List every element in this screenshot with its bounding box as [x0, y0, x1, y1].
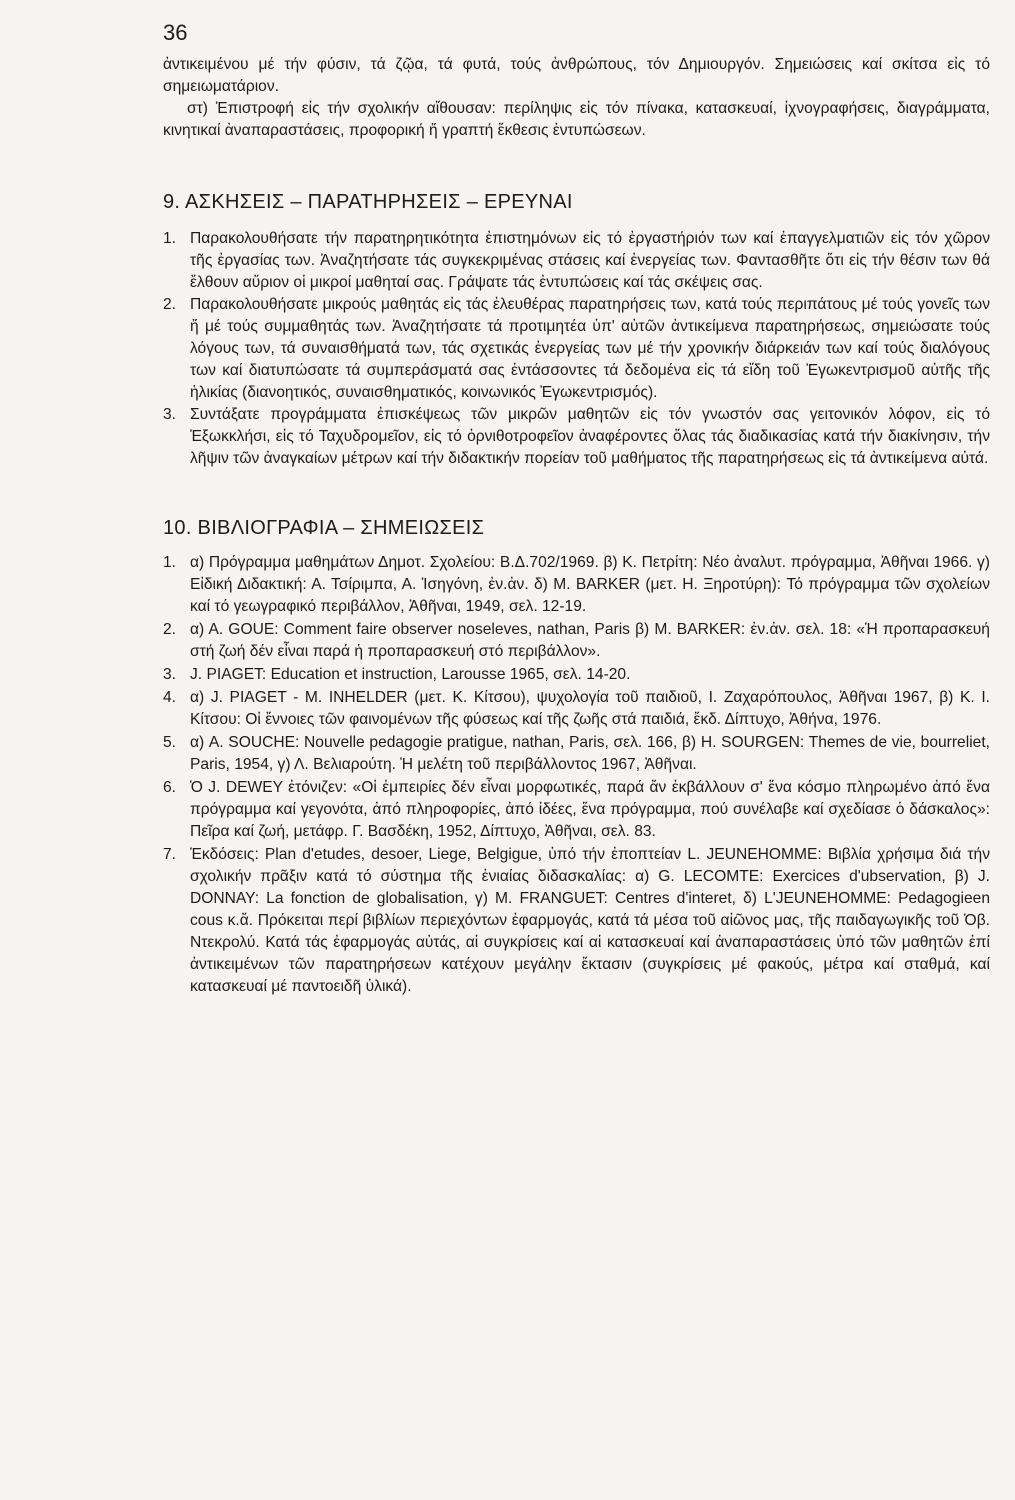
- intro-paragraph-return: στ) Ἐπιστροφή εἰς τήν σχολικήν αἴθουσαν: περίληψις εἰς τόν πίνακα, κατασκευαί, ἰχνογραφήσεις, διαγράμματα, κινητικαί ἀναπαραστάσεις, προφορική ἤ γραπτή ἔκθεσις ἐντυπώσεων.: [163, 100, 990, 139]
- bibliography-text: Ὁ J. DEWEY ἐτόνιζεν: «Οἱ ἐμπειρίες δέν εἶναι μορφωτικές, παρά ἄν ἐκβάλλουν σ' ἕνα κόσμο πληρωμένο ἀπό ἕνα πρόγραμμα καί γεγονότα, ἀπό πληροφορίες, ἀπό ἰδέες, ἕνα πρόγραμμα, πού συνέλαβε καί σχεδίασε ὁ δάσκαλος»: Πεῖρα καί ζωή, μετάφρ. Γ. Βασδέκη, 1952, Δίπτυχο, Ἀθῆναι, σελ. 83.: [190, 779, 990, 840]
- bibliography-number: 5.: [163, 734, 177, 751]
- bibliography-number: 1.: [163, 554, 177, 571]
- page-content: [163, 54, 990, 999]
- bibliography-text: Ἐκδόσεις: Plan d'etudes, desoer, Liege, Belgigue, ὑπό τήν ἐποπτείαν L. JEUNEHOMME: Βιβλία χρήσιμα διά τήν σχολικήν πρᾶξιν κατά τό σύστημα τῆς ἑνιαίας διδασκαλίας: α) G. LECOMTE: Exercices d'ubservation, β) J. DONNAY: La fonction de globalisation, γ) M. FRANGUET: Centres d'interet, δ) L'JEUNEHOMME: Pedagogieen cous κ.ἄ. Πρόκειται περί βιβλίων περιεχόντων ἐφαρμογάς, κατά τά μέσα τοῦ αἰῶνος μας, τῆς παιδαγωγικῆς τοῦ Ὀβ. Ντεκρολύ. Κατά τάς ἐφαρμογάς αὐτάς, αἱ συγκρίσεις καί αἱ κατασκευαί καί ἀναπαραστάσεις ὑπό τῶν μαθητῶν ἐπί ἀντικειμένων τῶν παρατηρήσεων κατέχουν μεγάλην ἔκτασιν (συγκρίσεις μέ φακούς, μέτρα καί σταθμά, καί κατασκευαί μέ παντοειδῆ ὑλικά).: [190, 846, 990, 995]
- exercise-text: Παρακολουθήσατε μικρούς μαθητάς εἰς τάς ἐλευθέρας παρατηρήσεις των, κατά τούς περιπάτους μέ τούς γονεῖς των ἤ μέ τούς συμμαθητάς των. Ἀναζητήσατε τά προτιμητέα ὑπ' αὐτῶν ἀντικείμενα παρατηρήσεως, σημειώσατε τούς λόγους των, τά συναισθήματά των, τάς σχετικάς ἐνεργείας των μέ τήν χρονικήν διάρκειάν των καί τούς διαλόγους των καί διατυπώσατε τά συμπεράσματά σας ἐντάσσοντες τά δεδομένα εἰς τά εἴδη τοῦ Ἐγωκεντρισμοῦ αὐτῆς τῆς ἡλικίας (διανοητικός, συναισθηματικός, κοινωνικός Ἐγωκεντρισμός).: [190, 296, 990, 401]
- intro-paragraph: ἀντικειμένου μέ τήν φύσιν, τά ζῷα, τά φυτά, τούς ἀνθρώπους, τόν Δημιουργόν. Σημειώσεις καί σκίτσα εἰς τό σημειωματάριον.: [163, 56, 990, 95]
- bibliography-number: 4.: [163, 689, 177, 706]
- bibliography-item: [163, 687, 990, 731]
- section-9-heading: 9. ΑΣΚΗΣΕΙΣ – ΠΑΡΑΤΗΡΗΣΕΙΣ – ΕΡΕΥΝΑΙ: [163, 191, 573, 213]
- exercise-item: [163, 404, 990, 470]
- bibliography-item: [163, 552, 990, 618]
- bibliography-text: α) Πρόγραμμα μαθημάτων Δημοτ. Σχολείου: Β.Δ.702/1969. β) Κ. Πετρίτη: Νέο ἀναλυτ. πρόγραμμα, Ἀθῆναι 1966. γ) Εἰδική Διδακτική: Α. Τσίριμπα, Α. Ἰσηγόνη, ἐν.ἀν. δ) Μ. BARKER (μετ. Η. Ξηροτύρη): Τό πρόγραμμα τῶν σχολείων καί τό γεωγραφικό περιβάλλον, Ἀθῆναι, 1949, σελ. 12-19.: [190, 554, 990, 615]
- bibliography-number: 7.: [163, 846, 177, 863]
- bibliography-item: [163, 664, 990, 686]
- bibliography-text: α) A. SOUCHE: Nouvelle pedagogie pratigue, nathan, Paris, σελ. 166, β) H. SOURGEN: Themes de vie, bourreliet, Paris, 1954, γ) Λ. Βελιαρούτη. Ἡ μελέτη τοῦ περιβάλλοντος 1967, Ἀθῆναι.: [190, 734, 990, 773]
- exercise-list: [163, 228, 990, 470]
- exercise-item: [163, 228, 990, 294]
- page-number: 36: [163, 20, 188, 45]
- bibliography-item: [163, 732, 990, 776]
- bibliography-number: 6.: [163, 779, 177, 796]
- exercise-number: 2.: [163, 296, 177, 313]
- exercise-text: Συντάξατε προγράμματα ἐπισκέψεως τῶν μικρῶν μαθητῶν εἰς τόν γνωστόν σας γειτονικόν λόφον, εἰς τό Ἐξωκκλήσι, εἰς τό Ταχυδρομεῖον, εἰς τό ὀρνιθοτροφεῖον ἀναφέροντες ὅλας τάς διαδικασίας κατά τήν διακίνησιν, τήν λῆψιν τῶν ἀναγκαίων μέτρων καί τήν διδακτικήν πορείαν τοῦ μαθήματος τῆς παρατηρήσεως εἰς τά ἀντικείμενα αὐτά.: [190, 406, 990, 467]
- bibliography-text: J. PIAGET: Education et instruction, Larousse 1965, σελ. 14-20.: [190, 666, 631, 683]
- exercise-number: 3.: [163, 406, 177, 423]
- bibliography-item: [163, 844, 990, 998]
- exercise-text: Παρακολουθήσατε τήν παρατηρητικότητα ἐπιστημόνων εἰς τό ἐργαστήριόν των καί ἐπαγγελματιῶν εἰς τόν χῶρον τῆς ἐργασίας των. Ἀναζητήσατε τάς συγκεκριμένας στάσεις καί ἐνεργείας των. Φαντασθῆτε ὅτι εἰς τήν θέσιν των θά ἔλθουν αὔριον οἱ μικροί μαθηταί σας. Γράψατε τάς ἐντυπώσεις καί τάς σκέψεις σας.: [190, 230, 990, 291]
- bibliography-item: [163, 619, 990, 663]
- bibliography-list: [163, 552, 990, 998]
- exercise-number: 1.: [163, 230, 177, 247]
- bibliography-number: 2.: [163, 621, 177, 638]
- section-10-heading: 10. ΒΙΒΛΙΟΓΡΑΦΙΑ – ΣΗΜΕΙΩΣΕΙΣ: [163, 517, 485, 539]
- bibliography-item: [163, 777, 990, 843]
- bibliography-number: 3.: [163, 666, 177, 683]
- bibliography-text: α) Α. GOUE: Comment faire observer noseleves, nathan, Paris β) Μ. BARKER: ἐν.ἀν. σελ. 18: «Ἡ προπαρασκευή στή ζωή δέν εἶναι παρά ἡ προπαρασκευή στό περιβάλλον».: [190, 621, 990, 660]
- bibliography-text: α) J. PIAGET - M. INHELDER (μετ. Κ. Κίτσου), ψυχολογία τοῦ παιδιοῦ, Ι. Ζαχαρόπουλος, Ἀθῆναι 1967, β) Κ. Ι. Κίτσου: Οἱ ἔννοιες τῶν φαινομένων τῆς φύσεως καί τῆς ζωῆς στά παιδιά, ἔκδ. Δίπτυχο, Ἀθήνα, 1976.: [190, 689, 990, 728]
- exercise-item: [163, 294, 990, 404]
